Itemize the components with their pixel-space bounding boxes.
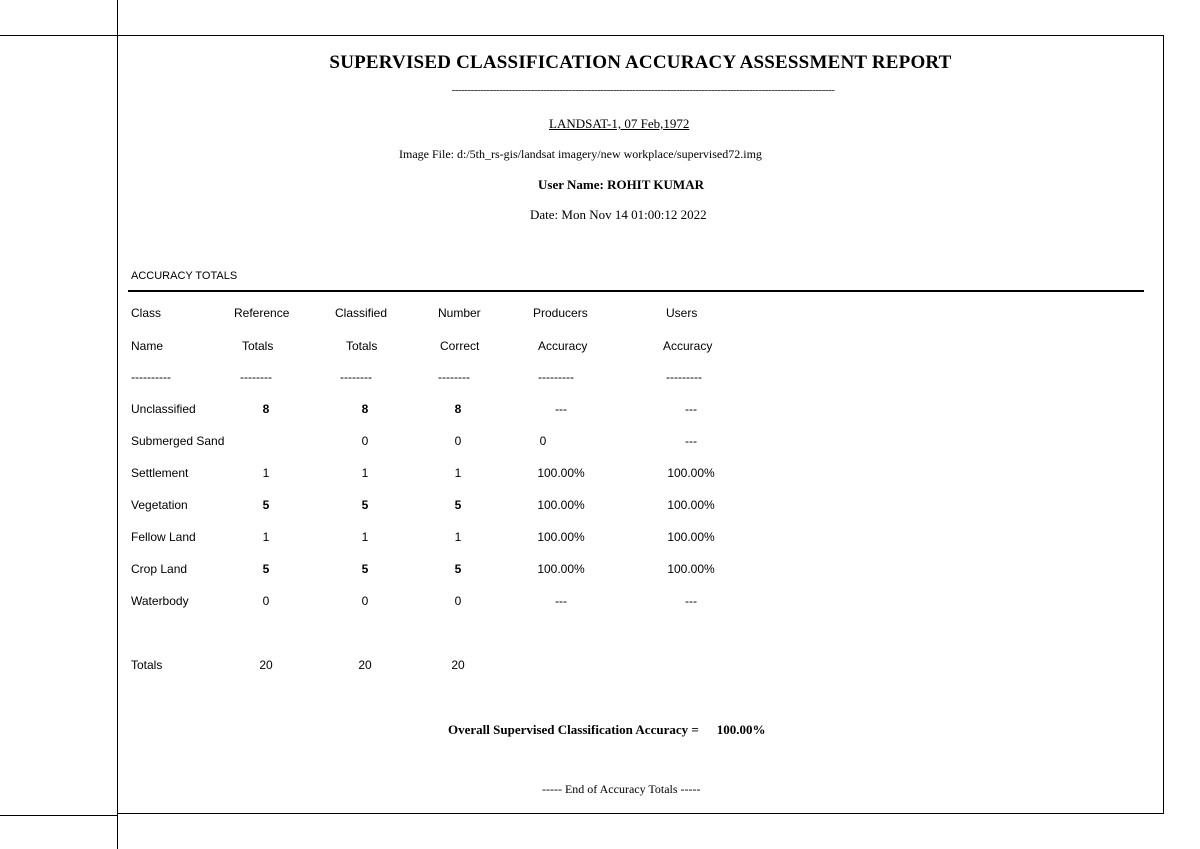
header-cls-totals: Totals xyxy=(346,339,378,353)
producers-accuracy: 100.00% xyxy=(537,466,585,480)
class-name: Submerged Sand xyxy=(131,434,225,448)
users-accuracy: --- xyxy=(685,402,697,416)
classified-total: 1 xyxy=(361,530,369,544)
class-name: Settlement xyxy=(131,466,189,480)
class-name: Vegetation xyxy=(131,498,188,512)
accuracy-report xyxy=(117,35,1164,814)
reference-total: 1 xyxy=(262,530,270,544)
number-correct: 5 xyxy=(454,498,462,512)
header-correct: Correct xyxy=(440,339,480,353)
producers-accuracy: 100.00% xyxy=(537,562,585,576)
header-prod-accuracy: Accuracy xyxy=(538,339,588,353)
page-corner-line-bottom xyxy=(0,815,118,816)
classified-total: 1 xyxy=(361,466,369,480)
overall-accuracy-label: Overall Supervised Classification Accuracy = xyxy=(448,722,699,737)
number-correct: 0 xyxy=(454,594,462,608)
producers-accuracy: 0 xyxy=(539,434,547,448)
header-number: Number xyxy=(438,306,481,320)
classified-total: 5 xyxy=(361,562,369,576)
header-classified: Classified xyxy=(335,306,388,320)
classified-grand-total: 20 xyxy=(358,658,372,672)
image-label: LANDSAT-1, 07 Feb,1972 xyxy=(549,116,690,131)
end-of-totals: ----- End of Accuracy Totals ----- xyxy=(542,782,701,796)
number-correct: 1 xyxy=(454,530,462,544)
users-accuracy: --- xyxy=(685,594,697,608)
producers-accuracy: --- xyxy=(555,594,567,608)
number-correct: 8 xyxy=(454,402,462,416)
number-correct: 0 xyxy=(454,434,462,448)
number-correct: 5 xyxy=(454,562,462,576)
header-class: Class xyxy=(131,306,162,320)
header-users-accuracy: Accuracy xyxy=(663,339,713,353)
class-name: Waterbody xyxy=(131,594,189,608)
classified-total: 5 xyxy=(361,498,369,512)
section-title: ACCURACY TOTALS xyxy=(131,270,238,282)
header-name: Name xyxy=(131,339,164,353)
class-name: Crop Land xyxy=(131,562,188,576)
dash-cell: -------- xyxy=(340,370,372,384)
reference-total: 5 xyxy=(262,562,270,576)
title-separator: ------------------------------------------------------------------------------------------------------------------------- xyxy=(451,84,835,96)
class-name: Unclassified xyxy=(131,402,196,416)
overall-accuracy-value: 100.00% xyxy=(716,722,766,737)
page-corner-line-top xyxy=(0,35,118,36)
reference-total: 5 xyxy=(262,498,270,512)
dash-cell: --------- xyxy=(666,370,702,384)
totals-label: Totals xyxy=(131,658,163,672)
reference-total: 0 xyxy=(262,594,270,608)
header-ref-totals: Totals xyxy=(242,339,274,353)
dash-cell: -------- xyxy=(240,370,272,384)
producers-accuracy: --- xyxy=(555,402,567,416)
producers-accuracy: 100.00% xyxy=(537,530,585,544)
users-accuracy: 100.00% xyxy=(667,530,715,544)
users-accuracy: 100.00% xyxy=(667,562,715,576)
header-producers: Producers xyxy=(533,306,588,320)
header-users: Users xyxy=(666,306,698,320)
section-divider xyxy=(128,290,1144,292)
classified-total: 0 xyxy=(361,434,369,448)
header-reference: Reference xyxy=(234,306,290,320)
dash-cell: -------- xyxy=(438,370,470,384)
dash-cell: --------- xyxy=(538,370,574,384)
classified-total: 0 xyxy=(361,594,369,608)
users-accuracy: 100.00% xyxy=(667,498,715,512)
reference-grand-total: 20 xyxy=(259,658,273,672)
producers-accuracy: 100.00% xyxy=(537,498,585,512)
user-name: User Name: ROHIT KUMAR xyxy=(538,177,704,192)
reference-total: 1 xyxy=(262,466,270,480)
number-correct: 1 xyxy=(454,466,462,480)
class-name: Fellow Land xyxy=(131,530,196,544)
overall-accuracy xyxy=(448,722,766,738)
users-accuracy: 100.00% xyxy=(667,466,715,480)
image-file-path: Image File: d:/5th_rs-gis/landsat imagery/new workplace/supervised72.img xyxy=(399,147,762,161)
dash-cell: ---------- xyxy=(131,370,171,384)
reference-total: 8 xyxy=(262,402,270,416)
report-title: SUPERVISED CLASSIFICATION ACCURACY ASSESSMENT REPORT xyxy=(329,52,952,73)
users-accuracy: --- xyxy=(685,434,697,448)
report-date: Date: Mon Nov 14 01:00:12 2022 xyxy=(530,207,707,222)
classified-total: 8 xyxy=(361,402,369,416)
correct-grand-total: 20 xyxy=(451,658,465,672)
